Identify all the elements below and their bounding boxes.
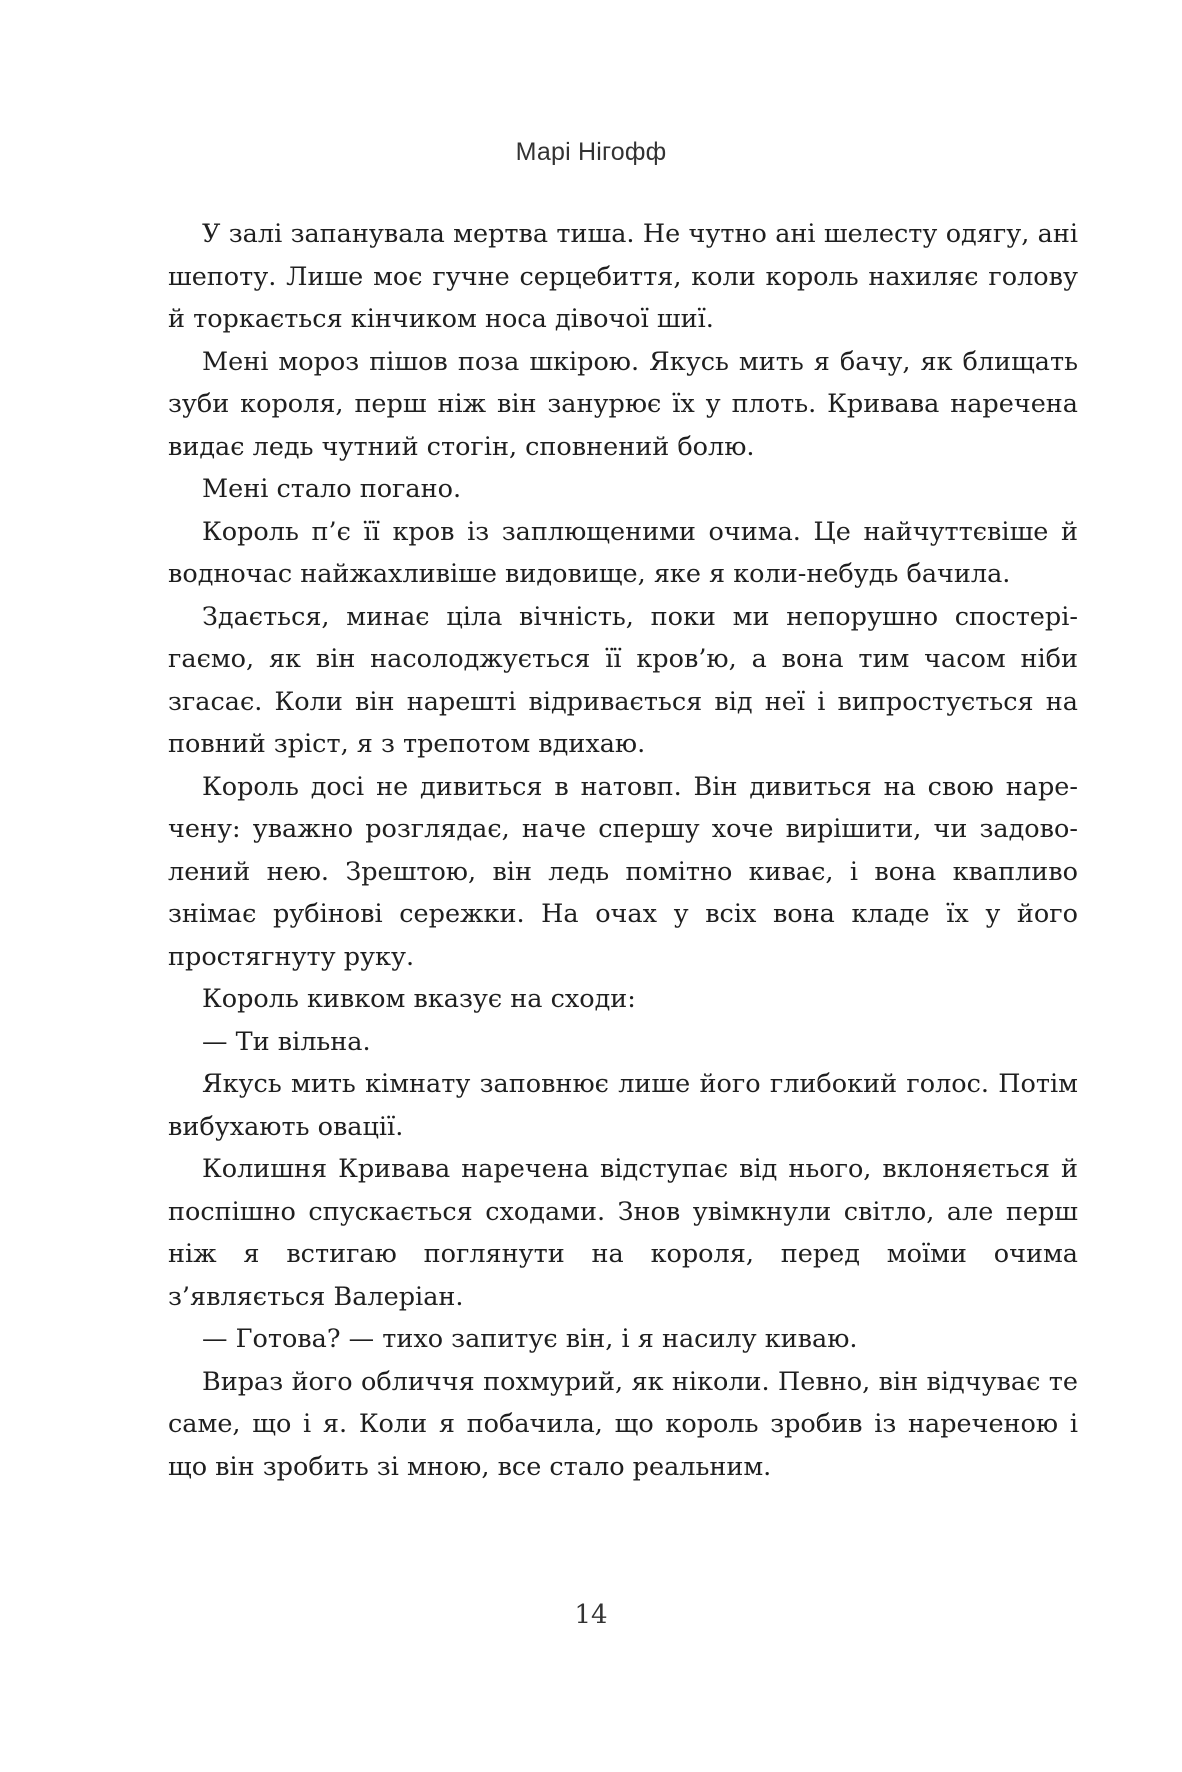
paragraph: Король п’є її кров із заплющеними очима. Це найчуттєвіше й водночас найжахливіше видовище, яке я коли-небудь бачила. <box>168 516 1078 589</box>
paragraph: Мені стало погано. <box>202 474 462 504</box>
paragraph: Якусь мить кімнату заповнює лише його глибокий голос. Потім вибухають овації. <box>168 1069 1078 1142</box>
dialogue-line: — Ти вільна. <box>202 1026 371 1057</box>
running-head-author: Марі Нігофф <box>515 138 667 166</box>
paragraph: Король кивком вказує на сходи: <box>202 984 636 1014</box>
paragraph: Вираз його обличчя похмурий, як ніколи. Певно, він відчуває те саме, що і я. Коли я побачила, що король зробив із нареченою і що він зробить зі мною, все стало реальним. <box>168 1366 1078 1482</box>
paragraph: Мені мороз пішов поза шкірою. Якусь мить я бачу, як блищать зуби короля, перш ніж він занурює їх у плоть. Кривава наречена видає ледь чутний стогін, сповнений болю. <box>168 346 1078 462</box>
body-text <box>168 213 1078 1488</box>
paragraph: Колишня Кривава наречена відступає від нього, вклоняється й поспішно спускається сходами. Знов увімкнули світло, але перш ніж я встигаю поглянути на короля, перед моїми очима з’являється Валеріан. <box>168 1154 1078 1312</box>
paragraph: Здається, минає ціла вічність, поки ми непорушно спостерігаємо, як він насолоджується її кров’ю, а вона тим часом ніби згасає. Коли він нарешті відривається від неї і випростується на повний зріст, я з трепотом вдихаю. <box>168 601 1078 759</box>
page-number: 14 <box>574 1600 608 1630</box>
dialogue-line: — Готова? — тихо запитує він, і я насилу киваю. <box>202 1324 858 1354</box>
paragraph: Король досі не дивиться в натовп. Він дивиться на свою наречену: уважно розглядає, наче спершу хоче вирішити, чи задоволений нею. Зрештою, він ледь помітно киває, і вона квапливо знімає рубінові сережки. На очах у всіх вона кладе їх у його простягнуту руку. <box>168 771 1078 972</box>
paragraph: У залі запанувала мертва тиша. Не чутно ані шелесту одягу, ані шепоту. Лише моє гучне серцебиття, коли король нахиляє голову й торкається кінчиком носа дівочої шиї. <box>168 219 1078 334</box>
